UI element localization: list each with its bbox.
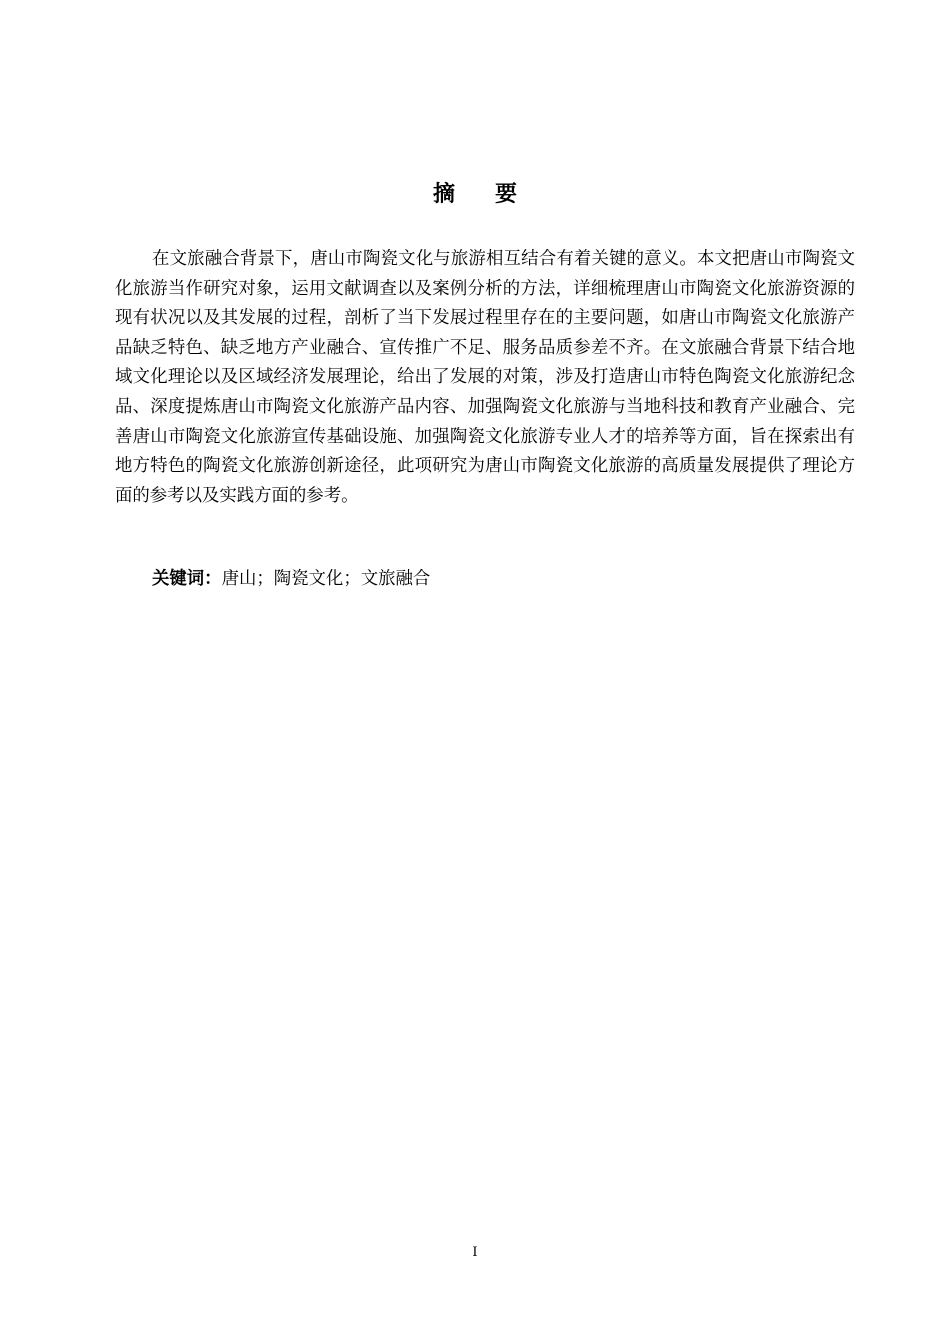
keywords-line	[152, 565, 852, 594]
keywords-text: 唐山；陶瓷文化；文旅融合	[221, 569, 431, 589]
abstract-heading: 摘要	[432, 182, 557, 207]
abstract-body: 在文旅融合背景下，唐山市陶瓷文化与旅游相互结合有着关键的意义。本文把唐山市陶瓷文化旅游当作研究对象，运用文献调查以及案例分析的方法，详细梳理唐山市陶瓷文化旅游资源的现有状况以及其发展的过程，剖析了当下发展过程里存在的主要问题，如唐山市陶瓷文化旅游产品缺乏特色、缺乏地方产业融合、宣传推广不足、服务品质参差不齐。在文旅融合背景下结合地域文化理论以及区域经济发展理论，给出了发展的对策，涉及打造唐山市特色陶瓷文化旅游纪念品、深度提炼唐山市陶瓷文化旅游产品内容、加强陶瓷文化旅游与当地科技和教育产业融合、完善唐山市陶瓷文化旅游宣传基础设施、加强陶瓷文化旅游专业人才的培养等方面，旨在探索出有地方特色的陶瓷文化旅游创新途径，此项研究为唐山市陶瓷文化旅游的高质量发展提供了理论方面的参考以及实践方面的参考。	[115, 249, 855, 506]
page-number: I	[472, 1245, 478, 1260]
keywords-label: 关键词：	[152, 569, 222, 589]
